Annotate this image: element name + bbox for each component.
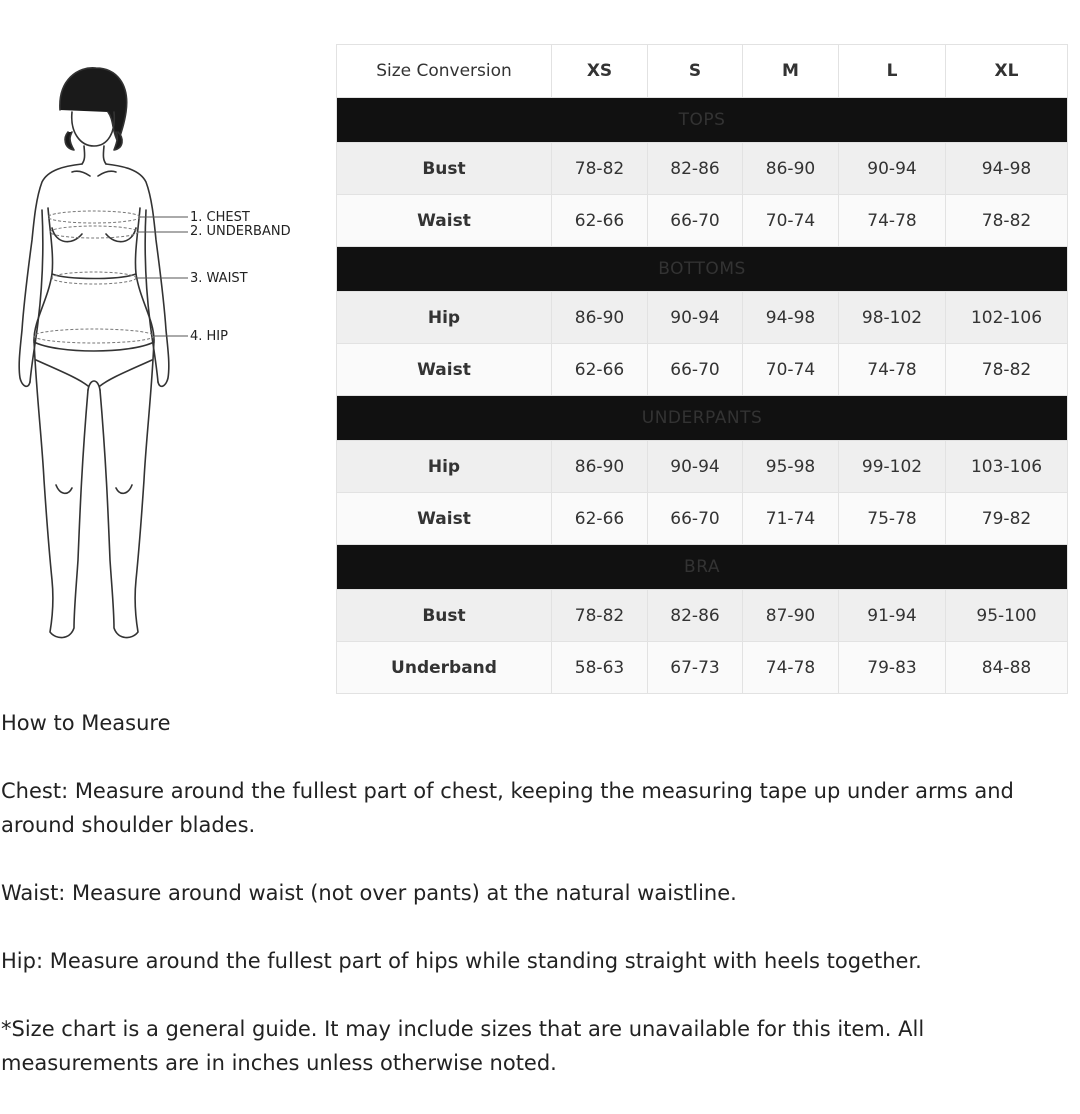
measurement-cell: 70-74 [743,195,839,247]
measurement-cell: 90-94 [648,292,743,344]
note-disclaimer: *Size chart is a general guide. It may include sizes that are unavailable for this item. All measurements are in inches unless otherwise noted. [1,1017,925,1075]
header-size: L [839,45,946,98]
measurement-cell: 58-63 [552,642,648,694]
measurement-cell: 94-98 [946,143,1068,195]
measurement-cell: 74-78 [839,344,946,396]
measurement-cell: 66-70 [648,344,743,396]
measurement-cell: 95-98 [743,441,839,493]
section-row [337,98,1068,143]
note-waist: Waist: Measure around waist (not over pants) at the natural waistline. [1,881,737,905]
measurement-cell: 70-74 [743,344,839,396]
label-chest: 1. CHEST [190,210,250,225]
measurement-cell: 71-74 [743,493,839,545]
measurement-cell: 74-78 [839,195,946,247]
label-underband: 2. UNDERBAND [190,224,291,239]
row-label: Waist [337,493,552,545]
row-label: Hip [337,441,552,493]
measurement-cell: 102-106 [946,292,1068,344]
table-row [337,292,1068,344]
measurement-cell: 78-82 [946,344,1068,396]
table-row [337,493,1068,545]
measurement-cell: 82-86 [648,143,743,195]
measurement-cell: 74-78 [743,642,839,694]
measurement-cell: 86-90 [552,441,648,493]
measurement-cell: 62-66 [552,344,648,396]
section-title: BRA [337,545,1068,590]
section-title: TOPS [337,98,1068,143]
label-waist: 3. WAIST [190,271,248,286]
table-row [337,441,1068,493]
table-header-row [337,45,1068,98]
measurement-cell: 84-88 [946,642,1068,694]
measurement-cell: 67-73 [648,642,743,694]
header-size: S [648,45,743,98]
measurement-cell: 98-102 [839,292,946,344]
header-size: XS [552,45,648,98]
header-size-conversion: Size Conversion [337,45,552,98]
label-hip: 4. HIP [190,329,228,344]
measurement-cell: 99-102 [839,441,946,493]
measurement-cell: 78-82 [552,590,648,642]
note-hip: Hip: Measure around the fullest part of hips while standing straight with heels together. [1,949,922,973]
table-row [337,143,1068,195]
notes-title: How to Measure [1,711,171,735]
section-row [337,396,1068,441]
measurement-cell: 62-66 [552,493,648,545]
measurement-cell: 86-90 [743,143,839,195]
size-conversion-table [336,44,1068,694]
measurement-cell: 78-82 [946,195,1068,247]
table-row [337,642,1068,694]
section-row [337,545,1068,590]
measurement-cell: 103-106 [946,441,1068,493]
measurement-cell: 79-82 [946,493,1068,545]
row-label: Waist [337,195,552,247]
table-row [337,590,1068,642]
measurement-cell: 62-66 [552,195,648,247]
section-row [337,247,1068,292]
row-label: Waist [337,344,552,396]
note-chest: Chest: Measure around the fullest part of chest, keeping the measuring tape up under arms and around shoulder blades. [1,779,1014,837]
measurement-cell: 95-100 [946,590,1068,642]
measurement-cell: 75-78 [839,493,946,545]
row-label: Hip [337,292,552,344]
row-label: Bust [337,590,552,642]
section-title: UNDERPANTS [337,396,1068,441]
row-label: Bust [337,143,552,195]
measurement-cell: 86-90 [552,292,648,344]
how-to-measure-section [1,706,1080,1114]
section-title: BOTTOMS [337,247,1068,292]
header-size: XL [946,45,1068,98]
measurement-cell: 87-90 [743,590,839,642]
measurement-cell: 91-94 [839,590,946,642]
measurement-cell: 90-94 [648,441,743,493]
measurement-cell: 66-70 [648,195,743,247]
measurement-cell: 90-94 [839,143,946,195]
measurement-cell: 78-82 [552,143,648,195]
table-row [337,344,1068,396]
measurement-cell: 66-70 [648,493,743,545]
measurement-cell: 82-86 [648,590,743,642]
measurement-cell: 94-98 [743,292,839,344]
header-size: M [743,45,839,98]
table-row [337,195,1068,247]
body-measurement-figure [8,60,308,660]
row-label: Underband [337,642,552,694]
measurement-cell: 79-83 [839,642,946,694]
